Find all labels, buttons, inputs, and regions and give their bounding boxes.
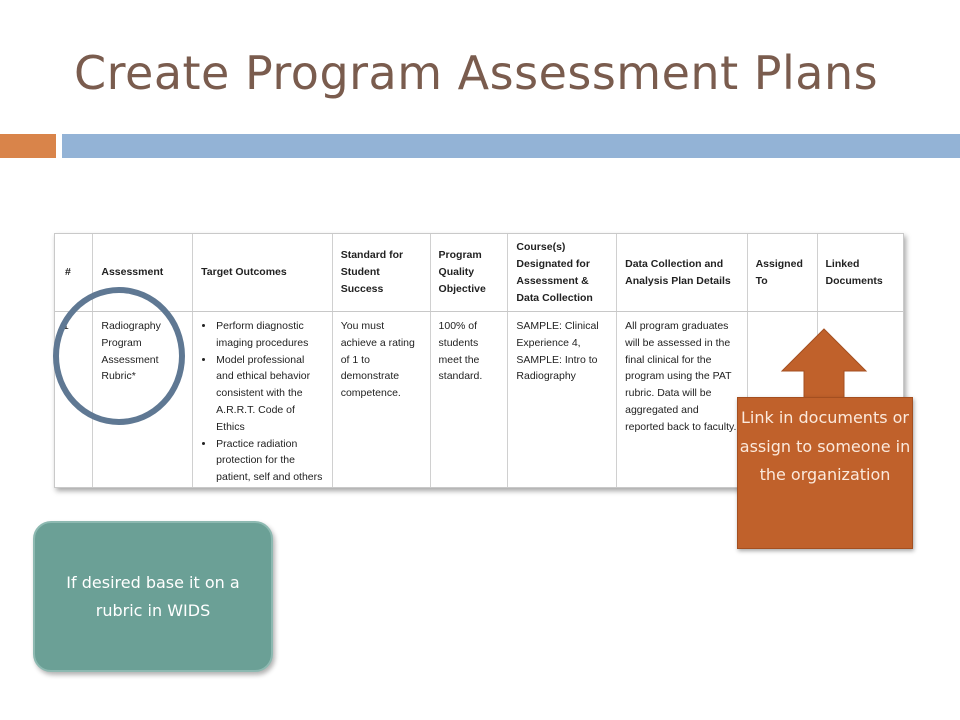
table-header-row bbox=[55, 234, 903, 312]
cell-standard: You must achieve a rating of 1 to demonstrate competence. bbox=[332, 312, 430, 489]
rubric-callout-text: If desired base it on a rubric in WIDS bbox=[66, 572, 240, 620]
cell-plan-details: All program graduates will be assessed in the final clinical for the program using the PAT rubric. Data will be aggregated and reported back to faculty. bbox=[617, 312, 747, 489]
list-item: • Practice radiation protection for the patient, self and others bbox=[215, 436, 324, 486]
accent-bar-blue bbox=[62, 134, 960, 158]
outcomes-list bbox=[201, 318, 324, 486]
header-standard: Standard for Student Success bbox=[332, 234, 430, 312]
cell-target-outcomes bbox=[193, 312, 333, 489]
cell-number: 1 bbox=[55, 312, 93, 489]
header-number: # bbox=[55, 234, 93, 312]
header-target-outcomes: Target Outcomes bbox=[193, 234, 333, 312]
header-courses: Course(s) Designated for Assessment & Data Collection bbox=[508, 234, 617, 312]
header-assessment: Assessment bbox=[93, 234, 193, 312]
up-arrow-icon bbox=[780, 327, 868, 407]
header-plan-details: Data Collection and Analysis Plan Details bbox=[617, 234, 747, 312]
link-callout: Link in documents or assign to someone in the organization bbox=[737, 397, 913, 549]
header-objective: Program Quality Objective bbox=[430, 234, 508, 312]
list-item: • Model professional and ethical behavior consistent with the A.R.R.T. Code of Ethics bbox=[215, 352, 324, 436]
highlight-circle bbox=[53, 287, 185, 425]
header-assigned-to: Assigned To bbox=[747, 234, 817, 312]
accent-bar-orange bbox=[0, 134, 56, 158]
rubric-callout bbox=[33, 521, 273, 672]
cell-assessment[interactable]: Radiography Program Assessment Rubric* bbox=[93, 312, 193, 489]
list-item: • Perform diagnostic imaging procedures bbox=[215, 318, 324, 352]
cell-courses: SAMPLE: Clinical Experience 4, SAMPLE: Intro to Radiography bbox=[508, 312, 617, 489]
page-title: Create Program Assessment Plans bbox=[74, 46, 879, 100]
header-linked-documents: Linked Documents bbox=[817, 234, 903, 312]
cell-objective: 100% of students meet the standard. bbox=[430, 312, 508, 489]
